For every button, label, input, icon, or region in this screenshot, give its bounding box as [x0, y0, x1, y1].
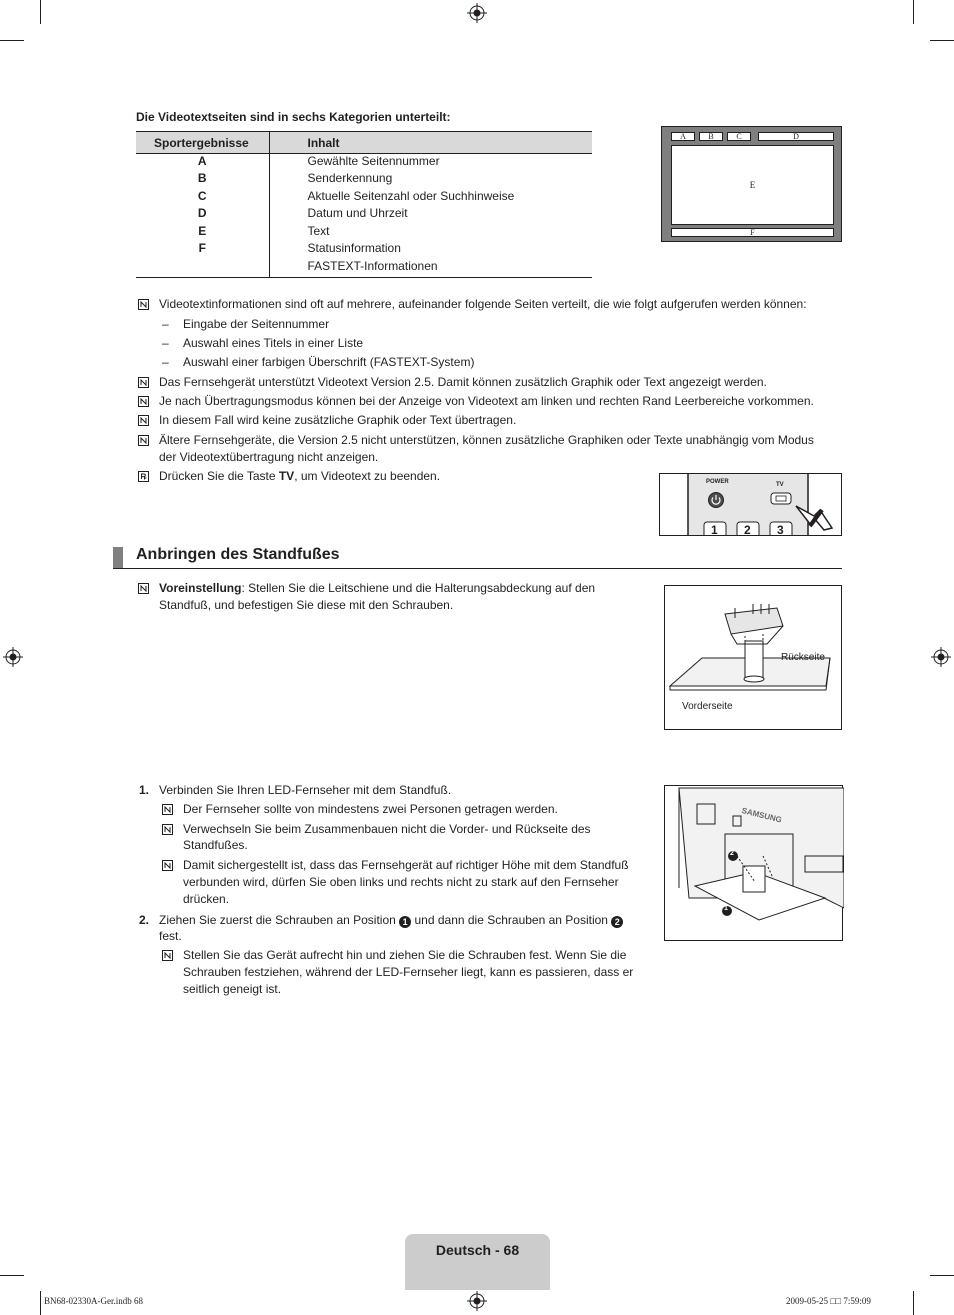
- dash-bullet: –: [162, 336, 169, 350]
- print-date: 2009-05-25 □□ 7:59:09: [786, 1296, 871, 1306]
- note-text: Damit sichergestellt ist, dass das Fernsehgerät auf richtiger Höhe mit dem Standfuß: [183, 858, 629, 872]
- teletext-area-d: D: [758, 132, 834, 141]
- note-text: Stellen Sie das Gerät aufrecht hin und ziehen Sie die Schrauben fest. Wenn Sie die: [183, 948, 627, 962]
- registration-mark-icon: [467, 3, 487, 23]
- note-icon: [162, 804, 173, 815]
- brand-logo: SAMSUNG: [740, 806, 783, 825]
- table-row: [136, 224, 592, 242]
- power-label: POWER: [706, 479, 729, 485]
- remote-control-figure: [659, 473, 842, 536]
- note-icon: [162, 824, 173, 835]
- note-text: Je nach Übertragungsmodus können bei der Anzeige von Videotext am linken und rechten Rand Leerbereiche vorkommen.: [159, 394, 814, 408]
- table-cell-value: Aktuelle Seitenzahl oder Suchhinweise: [269, 189, 592, 207]
- position-1-marker: 1: [399, 916, 411, 928]
- list-item: Auswahl eines Titels in einer Liste: [183, 336, 364, 350]
- table-cell-key: B: [197, 171, 207, 185]
- step-text: [159, 912, 623, 929]
- note-text: verbunden wird, dürfen Sie oben links und rechts nicht zu stark auf den Fernseher: [183, 875, 619, 889]
- category-table: [136, 131, 592, 278]
- position-2-marker: 2: [611, 916, 623, 928]
- table-row: [136, 241, 592, 259]
- note-icon: [138, 377, 149, 388]
- step-text: fest.: [159, 929, 182, 943]
- note-text: seitlich geneigt ist.: [183, 982, 282, 996]
- note-text: Ältere Fernsehgeräte, die Version 2.5 nicht unterstützen, können zusätzliche Graphiken oder Texte unabhängig vom Modus: [159, 433, 814, 447]
- registration-mark-icon: [3, 647, 23, 667]
- table-cell-key: [136, 259, 269, 278]
- section-rule: [113, 568, 842, 569]
- note-text: Verwechseln Sie beim Zusammenbauen nicht die Vorder- und Rückseite des: [183, 822, 591, 836]
- note-text: der Videotextübertragung nicht anzeigen.: [159, 450, 379, 464]
- note-icon: [162, 950, 173, 961]
- teletext-area-a: A: [671, 132, 695, 141]
- tv-mount-figure: [664, 785, 843, 941]
- note-text: In diesem Fall wird keine zusätzliche Graphik oder Text übertragen.: [159, 413, 517, 427]
- table-cell-value: Statusinformation: [269, 241, 592, 259]
- key-1: 1: [711, 523, 718, 536]
- note-text-part: , um Videotext zu beenden.: [294, 469, 441, 483]
- section-marker: [113, 547, 123, 568]
- note-icon: [138, 396, 149, 407]
- table-row: [136, 206, 592, 224]
- crop-mark: [40, 1291, 41, 1315]
- table-header: Inhalt: [269, 132, 592, 154]
- stand-assembly-figure: [664, 585, 842, 730]
- crop-mark: [913, 0, 914, 24]
- registration-mark-icon: [931, 647, 951, 667]
- table-cell-key: F: [198, 241, 206, 255]
- note-text: Das Fernsehgerät unterstützt Videotext Version 2.5. Damit können zusätzlich Graphik oder Text angezeigt werden.: [159, 375, 767, 389]
- table-cell-value: Senderkennung: [269, 171, 592, 189]
- step-text-part: Ziehen Sie zuerst die Schrauben an Position: [159, 913, 400, 927]
- crop-mark: [930, 40, 954, 41]
- note-text-part: Drücken Sie die Taste: [159, 469, 279, 483]
- table-row: [136, 259, 592, 278]
- crop-mark: [0, 40, 24, 41]
- table-row: [136, 189, 592, 207]
- note-text: Standfußes.: [183, 838, 248, 852]
- note-icon: [138, 415, 149, 426]
- page-number-label: Deutsch - 68: [435, 1242, 520, 1258]
- teletext-layout-figure: [661, 126, 842, 242]
- teletext-area-f: F: [671, 228, 834, 237]
- crop-mark: [0, 1275, 24, 1276]
- preset-note: [159, 580, 595, 597]
- step-text: Verbinden Sie Ihren LED-Fernseher mit dem Standfuß.: [159, 783, 452, 797]
- key-2: 2: [744, 523, 751, 536]
- intro-text: Die Videotextseiten sind in sechs Kategorien unterteilt:: [136, 110, 451, 124]
- note-text: Der Fernseher sollte von mindestens zwei Personen getragen werden.: [183, 802, 558, 816]
- tv-label: TV: [776, 482, 784, 488]
- registration-mark-icon: [467, 1291, 487, 1311]
- crop-mark: [40, 0, 41, 24]
- note-icon: [138, 583, 149, 594]
- step-text-part: und dann die Schrauben an Position: [411, 913, 612, 927]
- label-vorderseite: Vorderseite: [682, 701, 733, 712]
- step-number: 1.: [139, 783, 150, 797]
- press-icon: [138, 471, 149, 482]
- table-cell-key: E: [198, 223, 207, 238]
- position-1-marker: 1: [724, 905, 728, 912]
- note-text: [159, 468, 440, 485]
- label-rueckseite: Rückseite: [781, 652, 825, 663]
- note-text: drücken.: [183, 892, 230, 906]
- table-cell-value: Text: [269, 224, 592, 242]
- note-text-part: : Stellen Sie die Leitschiene und die Halterungsabdeckung auf den: [241, 581, 596, 595]
- list-item: Auswahl einer farbigen Überschrift (FASTEXT-System): [183, 355, 475, 369]
- note-text: Schrauben festziehen, während der LED-Fernseher liegt, kann es passieren, dass er: [183, 965, 634, 979]
- tv-key-label: TV: [278, 469, 295, 483]
- preset-label: Voreinstellung: [159, 581, 242, 595]
- position-2-marker: 2: [730, 850, 734, 857]
- file-info: BN68-02330A-Ger.indb 68: [44, 1296, 143, 1306]
- table-row: [136, 171, 592, 189]
- teletext-area-e: E: [671, 145, 834, 225]
- note-icon: [138, 435, 149, 446]
- note-text: Standfuß, und befestigen Sie diese mit den Schrauben.: [159, 598, 454, 612]
- list-item: Eingabe der Seitennummer: [183, 317, 330, 331]
- crop-mark: [913, 1291, 914, 1315]
- crop-mark: [930, 1275, 954, 1276]
- key-3: 3: [777, 523, 784, 536]
- note-text: Videotextinformationen sind oft auf mehrere, aufeinander folgende Seiten verteilt, die wie folgt aufgerufen werden können:: [159, 297, 807, 311]
- table-cell-value: Gewählte Seitennummer: [269, 154, 592, 172]
- section-title: Anbringen des Standfußes: [136, 546, 340, 563]
- table-row: [136, 154, 592, 172]
- step-number: 2.: [139, 913, 150, 927]
- table-cell-key: A: [197, 154, 207, 168]
- table-cell-value: Datum und Uhrzeit: [269, 206, 592, 224]
- teletext-area-b: B: [699, 132, 723, 141]
- table-cell-key: C: [197, 188, 207, 203]
- table-header-row: [136, 132, 592, 154]
- dash-bullet: –: [162, 355, 169, 369]
- note-icon: [138, 299, 149, 310]
- note-icon: [162, 860, 173, 871]
- table-header: Sportergebnisse: [136, 132, 269, 154]
- teletext-area-c: C: [727, 132, 751, 141]
- dash-bullet: –: [162, 317, 169, 331]
- table-cell-key: D: [197, 206, 207, 220]
- table-cell-value: FASTEXT-Informationen: [269, 259, 592, 278]
